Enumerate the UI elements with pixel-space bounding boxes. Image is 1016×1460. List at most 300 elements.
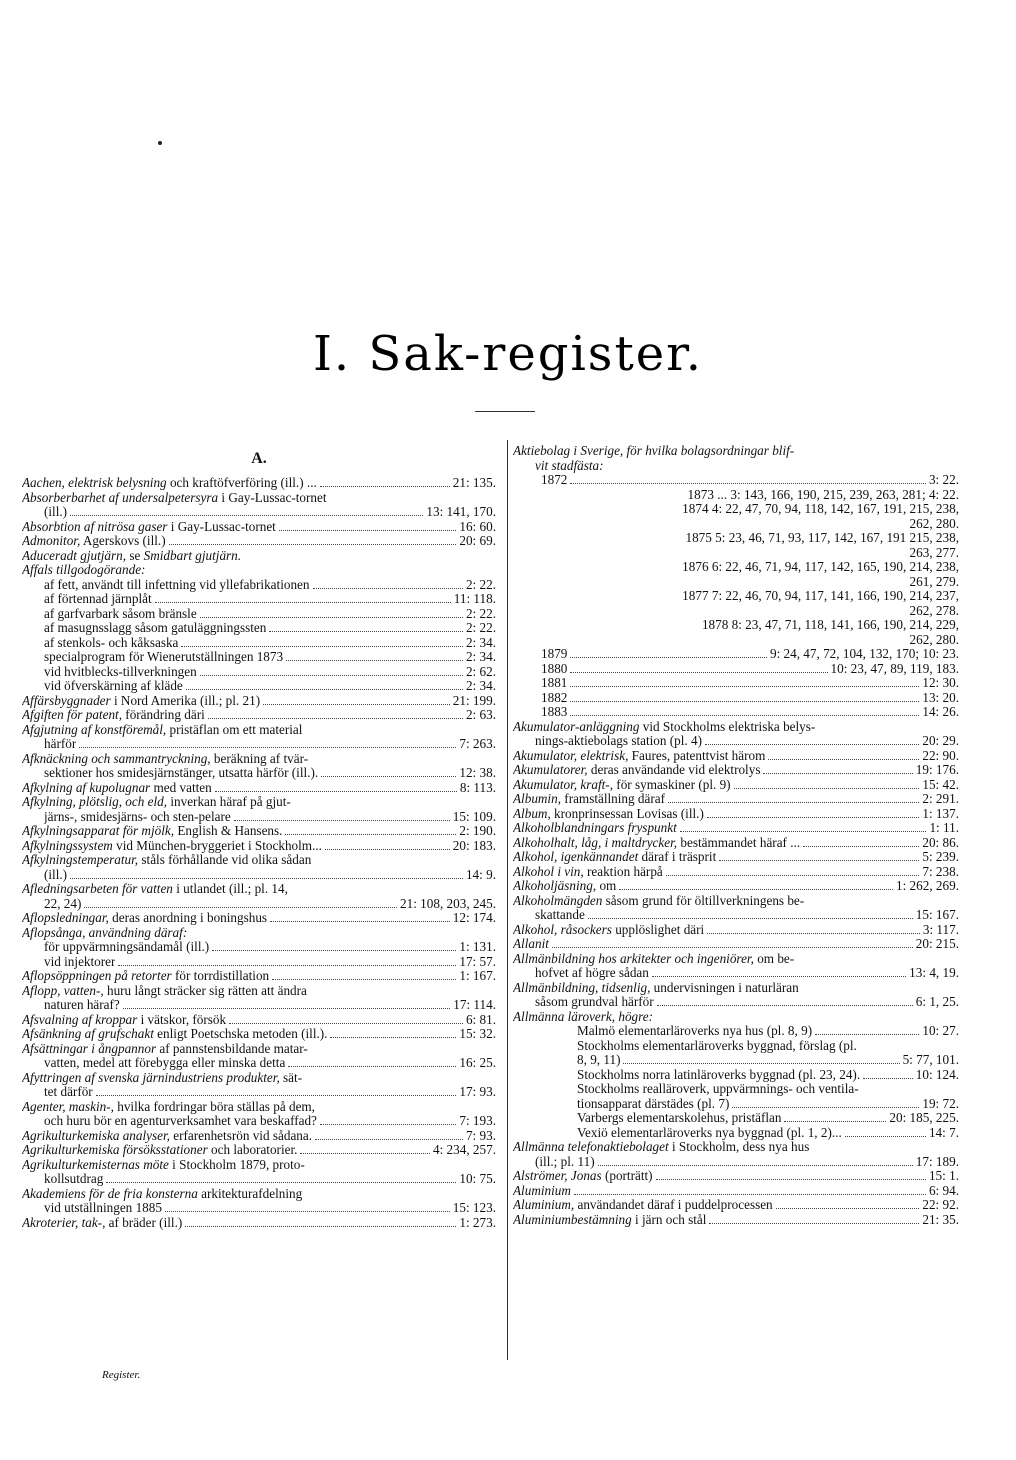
leader-dots <box>96 1095 457 1096</box>
index-entry <box>513 705 959 720</box>
entry-description: för symaskiner (pl. 9) <box>613 777 731 792</box>
page-reference: 6: 94. <box>928 1183 959 1198</box>
entry-line <box>513 560 959 575</box>
entry-line <box>22 636 496 651</box>
entry-line <box>513 676 959 691</box>
index-entry <box>22 1013 496 1028</box>
entry-description: af masugnsslagg såsom gatuläggningssten <box>44 621 267 635</box>
index-entry <box>513 981 959 1010</box>
entry-description: reaktion härpå <box>583 864 663 879</box>
index-entry <box>513 444 959 473</box>
entry-description: framställning däraf <box>561 792 665 806</box>
entry-line <box>22 650 496 665</box>
page-reference: 2: 22. <box>465 577 496 592</box>
entry-description: vid hvitblecks-tillverkningen <box>44 664 197 679</box>
leader-dots <box>279 530 457 531</box>
entry-line <box>513 995 959 1010</box>
entry-line <box>513 836 959 851</box>
entry-line <box>22 752 496 767</box>
page-reference: 4: 234, 257. <box>432 1143 496 1157</box>
index-entry <box>513 821 959 836</box>
entry-text <box>513 923 704 938</box>
entry-keyword: Alkoholmängden <box>513 893 603 908</box>
page-title: I. Sak-register. <box>312 326 704 382</box>
entry-keyword: Allanit <box>513 937 549 951</box>
entry-text <box>541 517 959 532</box>
entry-description: pristäflan om ett material <box>166 722 303 737</box>
entry-text <box>22 1187 496 1202</box>
leader-dots <box>570 686 919 687</box>
entry-line <box>22 766 496 781</box>
entry-line <box>513 531 959 546</box>
index-entry <box>22 607 496 622</box>
leader-dots <box>234 820 450 821</box>
entry-description: arkitekturafdelning <box>197 1186 303 1201</box>
entry-description: huru långt sträcker sig rätten att ändra <box>103 983 307 998</box>
entry-line <box>513 589 959 604</box>
entry-text <box>541 560 959 575</box>
index-entry <box>22 940 496 955</box>
entry-text <box>513 763 760 778</box>
entry-text <box>541 647 567 662</box>
entry-description: vid öfverskärning af kläde <box>44 679 183 693</box>
entry-keyword: Absorberbarhet af undersalpetersyra <box>22 490 219 505</box>
page-reference: 17: 114. <box>453 998 496 1012</box>
entry-description: se <box>126 548 144 563</box>
entry-text <box>577 1039 959 1054</box>
entry-text <box>513 952 959 967</box>
page-reference: 2: 62. <box>465 664 496 679</box>
index-entry <box>513 589 959 618</box>
entry-keyword: Afsättningar i ångpannor <box>22 1041 157 1056</box>
entry-keyword: Smidbart gjutjärn. <box>143 548 242 563</box>
entry-line <box>513 778 959 793</box>
leader-dots <box>270 921 450 922</box>
page-reference: 11: 118. <box>453 592 496 606</box>
entry-description: erfarenhetsrön vid sådana. <box>169 1128 313 1143</box>
entry-line <box>22 578 496 593</box>
entry-line <box>22 955 496 970</box>
leader-dots <box>656 1179 926 1180</box>
entry-description: i vätskor, försök <box>137 1012 227 1027</box>
title-rule <box>475 411 535 412</box>
leader-dots <box>200 617 463 618</box>
left-column <box>22 444 496 1230</box>
index-entry <box>22 882 496 911</box>
entry-description: i Gay-Lussac-tornet <box>167 519 276 534</box>
entry-line <box>513 444 959 459</box>
entry-text <box>513 981 959 996</box>
entry-keyword: Afkylning, plötslig, och eld, <box>22 795 168 809</box>
page-reference: 21: 135. <box>452 476 496 490</box>
page-reference: 20: 215. <box>915 937 959 951</box>
entry-text <box>513 444 959 459</box>
leader-dots <box>734 788 920 789</box>
index-entry <box>513 1126 959 1141</box>
entry-description: såsom grundval härför <box>535 995 654 1009</box>
entry-keyword: Afgiften för patent, <box>22 708 122 722</box>
page-reference: 10: 124. <box>915 1067 959 1082</box>
entry-text <box>513 1213 706 1228</box>
entry-line <box>513 792 959 807</box>
entry-text <box>22 781 212 796</box>
leader-dots <box>84 907 397 908</box>
entry-description: sät- <box>279 1070 303 1085</box>
entry-description: 22, 24) <box>44 896 82 911</box>
entry-keyword: Alkohol i vin, <box>513 864 584 879</box>
entry-description: 1879 <box>541 647 568 661</box>
entry-keyword: Alkohol, råsockers <box>513 922 612 937</box>
page-reference: 15: 42. <box>922 777 959 792</box>
entry-text <box>22 520 276 535</box>
entry-text <box>22 723 496 738</box>
section-letter: A. <box>251 450 267 467</box>
entry-description: 1873 ... 3: 143, 166, 190, 215, 239, 263, 281; 4: 22. <box>687 487 959 502</box>
entry-line <box>513 1169 959 1184</box>
leader-dots <box>570 483 926 484</box>
entry-description: ståls förhållande vid olika sådan <box>138 853 312 867</box>
entry-line <box>22 1143 496 1158</box>
entry-text <box>513 807 704 822</box>
index-entry <box>513 850 959 865</box>
entry-text <box>22 563 496 578</box>
entry-line <box>513 473 959 488</box>
index-entry <box>513 778 959 793</box>
leader-dots <box>619 889 893 890</box>
entry-description: hofvet af högre sådan <box>535 966 649 980</box>
entry-description: 1882 <box>541 690 568 705</box>
entry-keyword: Aachen, elektrisk belysning <box>22 476 167 490</box>
entry-description: inverkan häraf på gjut- <box>167 795 291 809</box>
entry-line <box>22 476 496 491</box>
entry-line <box>22 810 496 825</box>
entry-description: vid utställningen 1885 <box>44 1201 162 1215</box>
index-entry <box>22 592 496 607</box>
index-entry <box>513 618 959 647</box>
entry-line <box>513 763 959 778</box>
page-reference: 20: 69. <box>459 534 496 548</box>
entry-keyword: Aflopsånga, användning däraf: <box>22 925 188 940</box>
leader-dots <box>212 950 456 951</box>
index-entry <box>22 650 496 665</box>
index-entry <box>513 488 959 503</box>
entry-text <box>44 955 115 970</box>
entry-description: sektioner hos smidesjärnstänger, utsatta härför (ill.). <box>44 766 319 780</box>
entry-description: hvilka fordringar böra ställas på dem, <box>113 1099 315 1114</box>
index-entry <box>513 865 959 880</box>
entry-description: härför <box>44 737 77 751</box>
entry-description: 1877 7: 22, 46, 70, 94, 117, 141, 166, 190, 214, 237, <box>682 589 959 603</box>
entry-line <box>22 1187 496 1202</box>
page-reference: 1: 11. <box>929 821 959 835</box>
leader-dots <box>286 660 463 661</box>
page-reference: 2: 63. <box>465 708 496 722</box>
entry-description: förändring däri <box>122 708 205 722</box>
leader-dots <box>300 1153 430 1154</box>
entry-text <box>541 662 567 677</box>
entry-line <box>513 517 959 532</box>
entry-keyword: Affärsbyggnader <box>22 693 111 708</box>
index-entry <box>22 1129 496 1144</box>
entry-text <box>22 1158 496 1173</box>
entry-line <box>513 908 959 923</box>
index-entry <box>513 691 959 706</box>
entry-text <box>513 720 959 735</box>
page-reference: 15: 1. <box>928 1169 959 1183</box>
entry-text <box>541 604 959 619</box>
entry-description: 1874 4: 22, 47, 70, 94, 118, 142, 167, 191, 215, 238, <box>682 502 959 516</box>
index-entry <box>513 1111 959 1126</box>
entry-text <box>44 1201 162 1216</box>
entry-description: upplöslighet däri <box>611 922 705 937</box>
index-entry <box>22 926 496 941</box>
entry-keyword: Afsänkning af grufschakt <box>22 1027 154 1041</box>
entry-line <box>513 1155 959 1170</box>
entry-keyword: Allmänbildning, tidsenlig, <box>513 980 651 995</box>
page-reference: 2: 22. <box>465 621 496 635</box>
entry-line <box>22 1100 496 1115</box>
entry-text <box>541 589 959 604</box>
entry-text <box>513 1010 959 1025</box>
index-entry <box>22 839 496 854</box>
leader-dots <box>707 933 920 934</box>
entry-line <box>513 937 959 952</box>
entry-line <box>513 749 959 764</box>
leader-dots <box>288 1066 456 1067</box>
page-reference: 5: 239. <box>922 850 959 864</box>
leader-dots <box>570 657 767 658</box>
entry-keyword: Absorbtion af nitrösa gaser <box>22 519 168 534</box>
leader-dots <box>588 918 913 919</box>
entry-text <box>22 1129 312 1144</box>
entry-description: 1875 5: 23, 46, 71, 93, 117, 142, 167, 191 215, 238, <box>685 531 959 545</box>
leader-dots <box>732 1107 919 1108</box>
entry-line <box>22 679 496 694</box>
entry-line <box>22 1085 496 1100</box>
entry-line <box>513 1097 959 1112</box>
entry-keyword: Aflopsledningar, <box>22 911 109 925</box>
page-reference: 21: 108, 203, 245. <box>400 896 496 911</box>
entry-line <box>513 618 959 633</box>
leader-dots <box>79 747 456 748</box>
entry-line <box>513 662 959 677</box>
index-entry <box>513 879 959 894</box>
page-reference: 7: 263. <box>459 737 496 751</box>
entry-text <box>44 1172 103 1187</box>
entry-line <box>513 865 959 880</box>
index-entry <box>22 549 496 564</box>
entry-text <box>513 1198 773 1213</box>
entry-description: tionsapparat därstädes (pl. 7) <box>577 1096 730 1111</box>
entry-text <box>513 937 549 952</box>
entry-text <box>541 575 959 590</box>
entry-text <box>44 679 183 694</box>
page-reference: 8: 113. <box>459 780 496 795</box>
entry-keyword: Aluminiumbestämning <box>513 1212 632 1227</box>
leader-dots <box>313 588 463 589</box>
entry-description: i Stockholm 1879, proto- <box>168 1157 305 1172</box>
page-reference: 5: 77, 101. <box>902 1053 959 1067</box>
right-column <box>513 444 959 1227</box>
entry-line <box>513 488 959 503</box>
entry-keyword: Alkohol, igenkännandet <box>513 850 639 864</box>
leader-dots <box>320 1124 456 1125</box>
entry-keyword: Allmänna telefonaktiebolaget <box>513 1140 669 1154</box>
entry-line <box>22 882 496 897</box>
entry-keyword: Agenter, maskin-, <box>22 1099 114 1114</box>
leader-dots <box>263 704 450 705</box>
entry-keyword: Alströmer, Jonas <box>513 1169 602 1183</box>
entry-line <box>513 1024 959 1039</box>
entry-text <box>541 633 959 648</box>
page-reference: 14: 26. <box>922 705 959 719</box>
entry-line <box>22 868 496 883</box>
entry-line <box>22 607 496 622</box>
entry-description: 261, 279. <box>909 574 959 589</box>
page-reference: 13: 141, 170. <box>426 505 496 519</box>
entry-description: vid Stockholms elektriska belys- <box>639 719 816 734</box>
entry-keyword: Aluminium <box>513 1183 571 1198</box>
leader-dots <box>574 1194 926 1195</box>
index-entry <box>513 923 959 938</box>
index-entry <box>22 752 496 781</box>
entry-description: 1872 <box>541 473 568 487</box>
entry-description: Faures, patenttvist härom <box>628 748 766 763</box>
entry-keyword: Akumulator, kraft-, <box>513 777 613 792</box>
entry-text <box>22 882 496 897</box>
index-entry <box>22 636 496 651</box>
entry-description: af förtennad järnplåt <box>44 592 152 606</box>
page-reference: 14: 7. <box>928 1125 959 1140</box>
page-reference: 6: 81. <box>465 1012 496 1027</box>
entry-text <box>44 592 152 607</box>
page-reference: 6: 1, 25. <box>915 995 959 1009</box>
page-reference: 20: 185, 225. <box>889 1111 959 1125</box>
page-reference: 10: 27. <box>922 1024 959 1038</box>
entry-line <box>22 1114 496 1129</box>
index-entry <box>22 969 496 984</box>
entry-text <box>22 1027 327 1042</box>
page-reference: 13: 20. <box>922 690 959 705</box>
entry-line <box>22 491 496 506</box>
entry-line <box>22 1013 496 1028</box>
entry-text <box>44 1114 317 1129</box>
page-reference: 19: 176. <box>915 763 959 777</box>
page-reference: 22: 90. <box>922 748 959 763</box>
page-reference: 17: 57. <box>459 954 496 969</box>
leader-dots <box>776 1208 920 1209</box>
entry-text <box>22 795 496 810</box>
entry-text <box>513 836 800 851</box>
entry-keyword: Album, <box>513 806 551 821</box>
entry-text <box>22 853 496 868</box>
entry-description: 262, 280. <box>909 516 959 531</box>
entry-description: för torrdistillation <box>171 969 270 983</box>
entry-text <box>22 1071 496 1086</box>
entry-line <box>513 981 959 996</box>
index-entry <box>22 853 496 882</box>
entry-text <box>22 708 205 723</box>
entry-text <box>513 1184 571 1199</box>
entry-keyword: Aflopp, vatten-, <box>22 983 104 998</box>
leader-dots <box>315 1139 463 1140</box>
entry-line <box>22 1216 496 1231</box>
leader-dots <box>186 689 463 690</box>
page-reference: 22: 92. <box>922 1198 959 1212</box>
entry-text <box>541 676 567 691</box>
leader-dots <box>784 1121 886 1122</box>
leader-dots <box>155 602 451 603</box>
entry-text <box>44 607 197 622</box>
entry-text <box>541 691 567 706</box>
page-reference: 2: 22. <box>465 606 496 621</box>
index-entry <box>22 824 496 839</box>
page-reference: 2: 190. <box>459 824 496 838</box>
index-entry <box>513 1140 959 1169</box>
index-entry <box>22 1100 496 1129</box>
entry-description: 1876 6: 22, 46, 71, 94, 117, 142, 165, 190, 214, 238, <box>682 560 959 574</box>
entry-keyword: Aluminium, <box>513 1198 575 1212</box>
entry-line <box>513 604 959 619</box>
column-divider <box>507 440 508 1360</box>
entry-description: 8, 9, 11) <box>577 1053 621 1067</box>
entry-description: Stockholms realläroverk, uppvärmnings- och ventila- <box>577 1082 859 1096</box>
index-entry <box>22 534 496 549</box>
leader-dots <box>763 773 912 774</box>
entry-description: Agerskovs (ill.) <box>80 534 166 548</box>
leader-dots <box>70 515 423 516</box>
index-entry <box>22 1187 496 1216</box>
page-reference: 1: 137. <box>922 806 959 821</box>
entry-line <box>513 879 959 894</box>
entry-keyword: Afkylningstemperatur, <box>22 853 139 867</box>
entry-text <box>22 1100 496 1115</box>
index-entry <box>22 955 496 970</box>
entry-line <box>513 459 959 474</box>
index-entry <box>513 473 959 488</box>
leader-dots <box>815 1034 919 1035</box>
entry-line <box>22 998 496 1013</box>
entry-text <box>22 984 496 999</box>
entry-text <box>513 778 731 793</box>
leader-dots <box>666 875 920 876</box>
leader-dots <box>320 486 450 487</box>
entry-line <box>513 633 959 648</box>
leader-dots <box>570 672 827 673</box>
entry-description: 262, 280. <box>909 632 959 647</box>
entry-keyword: Affals tillgodogörande: <box>22 563 146 577</box>
entry-description: Varbergs elementarskolehus, pristäflan <box>577 1111 782 1125</box>
entry-line <box>22 505 496 520</box>
entry-text <box>22 824 282 839</box>
index-entry <box>22 1158 496 1187</box>
entry-text <box>513 1140 959 1155</box>
entry-line <box>22 1129 496 1144</box>
entry-text <box>22 1143 297 1158</box>
entry-text <box>44 636 178 651</box>
left-entry-list <box>22 476 496 1230</box>
entry-description: af garfvarbark såsom bränsle <box>44 606 197 621</box>
entry-text <box>44 897 81 912</box>
entry-description: kollsutdrag <box>44 1172 104 1186</box>
entry-description: om be- <box>753 951 795 966</box>
page-reference: 2: 34. <box>465 635 496 650</box>
leader-dots <box>325 849 450 850</box>
page-reference: 1: 262, 269. <box>895 879 959 893</box>
entry-description: 1878 8: 23, 47, 71, 118, 141, 166, 190, 214, 229, <box>701 618 959 632</box>
entry-text <box>44 1056 285 1071</box>
entry-keyword: Afledningsarbeten för vatten <box>22 882 173 896</box>
